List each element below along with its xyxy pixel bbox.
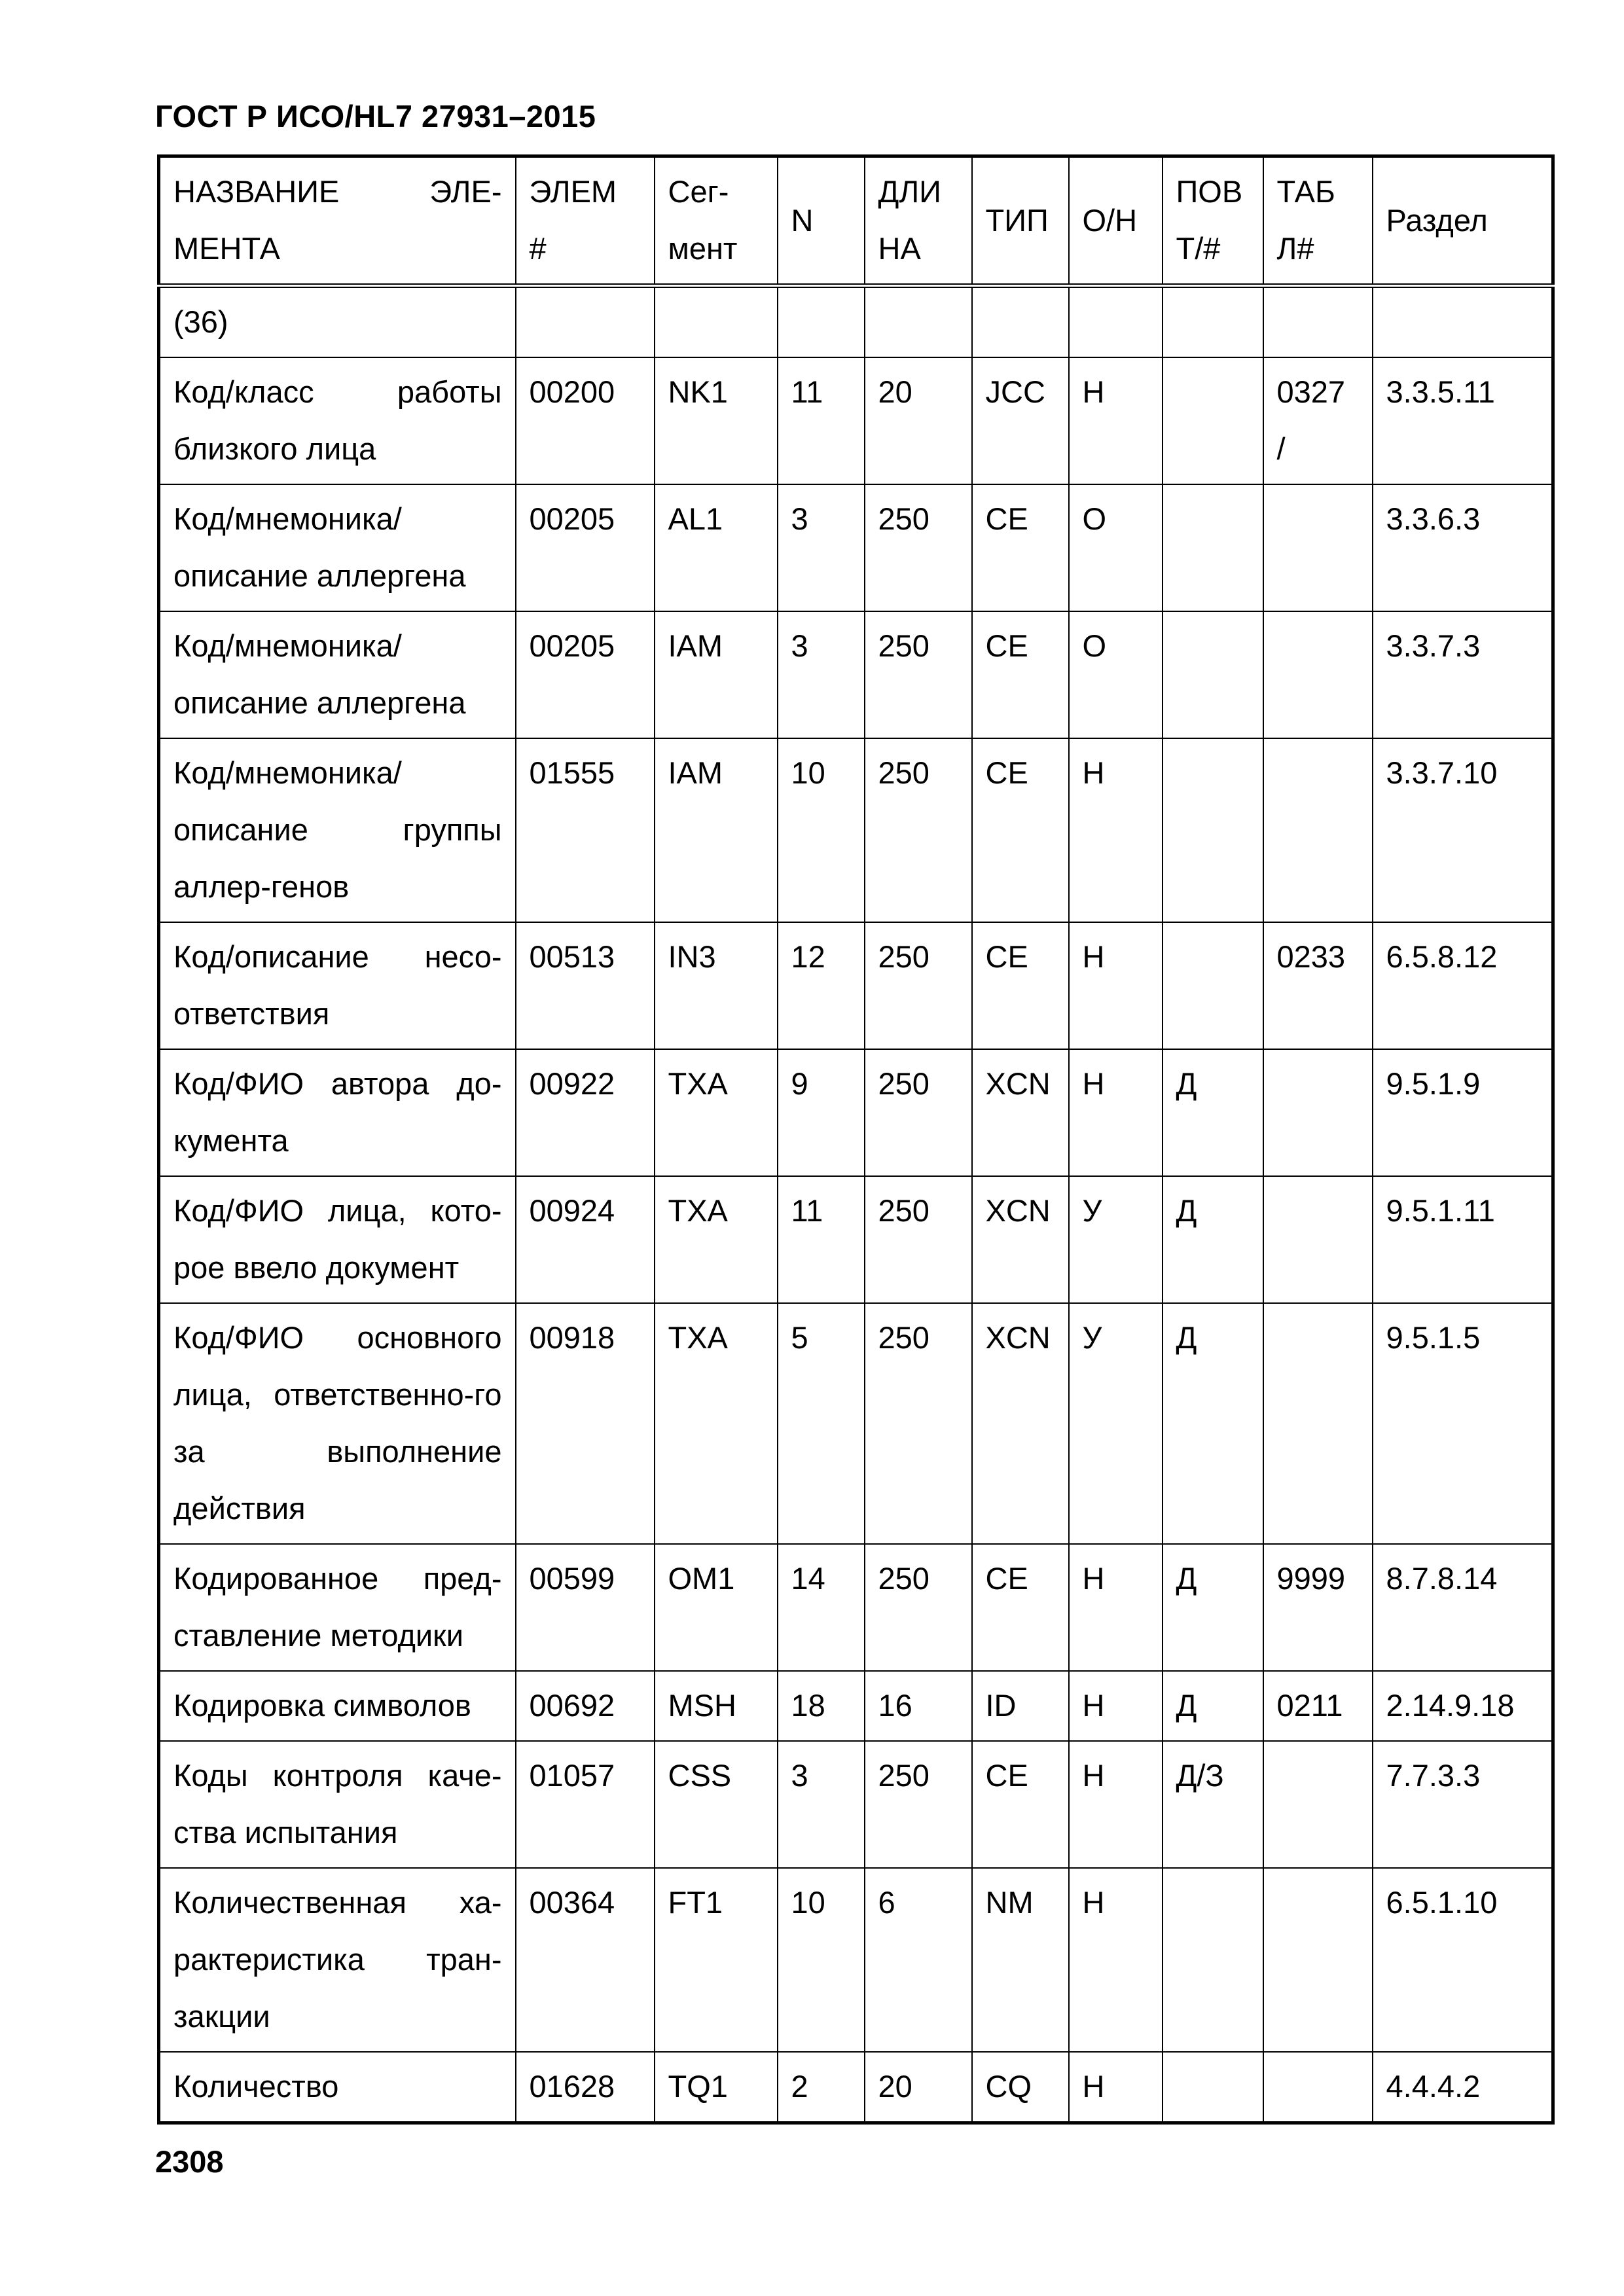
cell-optionality: У <box>1069 1303 1163 1544</box>
cell-type: CE <box>972 738 1069 922</box>
table-row <box>159 357 1553 484</box>
cell-repeat: Д/З <box>1163 1741 1263 1868</box>
cell-element-number: 01555 <box>516 738 655 922</box>
cell-section: 9.5.1.11 <box>1373 1176 1553 1303</box>
cell-repeat <box>1163 484 1263 611</box>
cell-name: Код/ФИО основного лица, ответственно-го за выполнение действия <box>159 1303 516 1544</box>
cell-length: 250 <box>865 484 972 611</box>
cell-repeat: Д <box>1163 1303 1263 1544</box>
cell-segment <box>655 286 778 358</box>
cell-table-number: 9999 <box>1263 1544 1373 1671</box>
cell-name: Количественная ха-рактеристика тран-закции <box>159 1868 516 2052</box>
cell-n: 2 <box>778 2052 865 2123</box>
cell-optionality: О <box>1069 611 1163 738</box>
cell-table-number <box>1263 1741 1373 1868</box>
document-header: ГОСТ Р ИСО/HL7 27931–2015 <box>155 99 596 134</box>
cell-optionality: Н <box>1069 1049 1163 1176</box>
cell-section: 2.14.9.18 <box>1373 1671 1553 1741</box>
cell-optionality: Н <box>1069 1544 1163 1671</box>
table-row <box>159 738 1553 922</box>
cell-type: CE <box>972 1544 1069 1671</box>
header-row <box>159 156 1553 286</box>
cell-table-number <box>1263 1049 1373 1176</box>
cell-optionality: Н <box>1069 1868 1163 2052</box>
cell-type: JCC <box>972 357 1069 484</box>
table-row <box>159 1671 1553 1741</box>
cell-optionality: Н <box>1069 738 1163 922</box>
cell-section: 8.7.8.14 <box>1373 1544 1553 1671</box>
cell-table-number <box>1263 1868 1373 2052</box>
element-index-table <box>157 154 1555 2125</box>
column-header-n: N <box>778 156 865 286</box>
cell-name: Код/класс работы близкого лица <box>159 357 516 484</box>
cell-section: 3.3.7.10 <box>1373 738 1553 922</box>
table-row <box>159 286 1553 358</box>
cell-type: XCN <box>972 1303 1069 1544</box>
cell-name: Кодировка символов <box>159 1671 516 1741</box>
table-row <box>159 2052 1553 2123</box>
cell-repeat <box>1163 286 1263 358</box>
table-row <box>159 1544 1553 1671</box>
cell-table-number: 0211 <box>1263 1671 1373 1741</box>
cell-n: 3 <box>778 484 865 611</box>
cell-element-number: 00599 <box>516 1544 655 1671</box>
cell-segment: MSH <box>655 1671 778 1741</box>
cell-name: (36) <box>159 286 516 358</box>
cell-n: 10 <box>778 1868 865 2052</box>
cell-length: 250 <box>865 1176 972 1303</box>
cell-n: 3 <box>778 611 865 738</box>
column-header-length: ДЛИ НА <box>865 156 972 286</box>
cell-length: 16 <box>865 1671 972 1741</box>
cell-segment: TQ1 <box>655 2052 778 2123</box>
cell-repeat: Д <box>1163 1671 1263 1741</box>
cell-optionality: Н <box>1069 922 1163 1049</box>
cell-repeat <box>1163 2052 1263 2123</box>
cell-repeat <box>1163 922 1263 1049</box>
cell-n: 5 <box>778 1303 865 1544</box>
cell-name: Количество <box>159 2052 516 2123</box>
cell-segment: OM1 <box>655 1544 778 1671</box>
cell-n: 9 <box>778 1049 865 1176</box>
column-header-repeat: ПОВ Т/# <box>1163 156 1263 286</box>
cell-table-number: 0233 <box>1263 922 1373 1049</box>
cell-type: NM <box>972 1868 1069 2052</box>
cell-section: 4.4.4.2 <box>1373 2052 1553 2123</box>
cell-name: Код/ФИО автора до-кумента <box>159 1049 516 1176</box>
cell-optionality: Н <box>1069 2052 1163 2123</box>
cell-optionality: Н <box>1069 357 1163 484</box>
cell-n: 10 <box>778 738 865 922</box>
table-row <box>159 611 1553 738</box>
cell-section: 6.5.1.10 <box>1373 1868 1553 2052</box>
cell-table-number <box>1263 1303 1373 1544</box>
cell-segment: AL1 <box>655 484 778 611</box>
cell-segment: IAM <box>655 738 778 922</box>
cell-segment: FT1 <box>655 1868 778 2052</box>
cell-element-number: 00205 <box>516 484 655 611</box>
cell-name: Код/описание несо-ответствия <box>159 922 516 1049</box>
cell-element-number <box>516 286 655 358</box>
cell-section: 3.3.7.3 <box>1373 611 1553 738</box>
cell-segment: TXA <box>655 1176 778 1303</box>
cell-element-number: 00364 <box>516 1868 655 2052</box>
cell-section: 3.3.5.11 <box>1373 357 1553 484</box>
cell-length: 250 <box>865 1049 972 1176</box>
cell-type: CE <box>972 1741 1069 1868</box>
cell-length: 6 <box>865 1868 972 2052</box>
cell-name: Код/ФИО лица, кото-рое ввело документ <box>159 1176 516 1303</box>
cell-repeat <box>1163 357 1263 484</box>
cell-section: 9.5.1.9 <box>1373 1049 1553 1176</box>
cell-length: 250 <box>865 922 972 1049</box>
cell-type: XCN <box>972 1049 1069 1176</box>
cell-length: 20 <box>865 2052 972 2123</box>
cell-section: 3.3.6.3 <box>1373 484 1553 611</box>
cell-table-number: 0327 / <box>1263 357 1373 484</box>
table-row <box>159 1176 1553 1303</box>
cell-name: Код/мнемоника/описание группы аллер-генов <box>159 738 516 922</box>
cell-optionality: О <box>1069 484 1163 611</box>
cell-element-number: 01057 <box>516 1741 655 1868</box>
cell-repeat <box>1163 738 1263 922</box>
cell-section: 6.5.8.12 <box>1373 922 1553 1049</box>
cell-segment: IAM <box>655 611 778 738</box>
column-header-optionality: О/Н <box>1069 156 1163 286</box>
column-header-table-number: ТАБ Л# <box>1263 156 1373 286</box>
column-header-element-number: ЭЛЕМ # <box>516 156 655 286</box>
cell-type: CE <box>972 611 1069 738</box>
cell-n: 3 <box>778 1741 865 1868</box>
cell-length: 250 <box>865 1741 972 1868</box>
cell-n: 14 <box>778 1544 865 1671</box>
cell-type <box>972 286 1069 358</box>
table-row <box>159 1868 1553 2052</box>
cell-type: CE <box>972 484 1069 611</box>
table-row <box>159 484 1553 611</box>
cell-type: CQ <box>972 2052 1069 2123</box>
cell-name: Коды контроля каче-ства испытания <box>159 1741 516 1868</box>
cell-length: 250 <box>865 611 972 738</box>
cell-n <box>778 286 865 358</box>
cell-table-number <box>1263 1176 1373 1303</box>
cell-length: 250 <box>865 1303 972 1544</box>
column-header-type: ТИП <box>972 156 1069 286</box>
cell-table-number <box>1263 286 1373 358</box>
cell-repeat: Д <box>1163 1544 1263 1671</box>
cell-repeat <box>1163 1868 1263 2052</box>
cell-type: ID <box>972 1671 1069 1741</box>
column-header-segment: Сег-мент <box>655 156 778 286</box>
cell-repeat: Д <box>1163 1176 1263 1303</box>
cell-element-number: 00924 <box>516 1176 655 1303</box>
cell-section: 7.7.3.3 <box>1373 1741 1553 1868</box>
cell-type: XCN <box>972 1176 1069 1303</box>
cell-repeat <box>1163 611 1263 738</box>
cell-n: 18 <box>778 1671 865 1741</box>
cell-segment: CSS <box>655 1741 778 1868</box>
cell-length: 250 <box>865 1544 972 1671</box>
cell-element-number: 00200 <box>516 357 655 484</box>
cell-segment: IN3 <box>655 922 778 1049</box>
cell-optionality: Н <box>1069 1741 1163 1868</box>
cell-name: Код/мнемоника/описание аллергена <box>159 611 516 738</box>
cell-n: 11 <box>778 1176 865 1303</box>
cell-optionality <box>1069 286 1163 358</box>
table-row <box>159 1741 1553 1868</box>
cell-name: Код/мнемоника/описание аллергена <box>159 484 516 611</box>
cell-name: Кодированное пред-ставление методики <box>159 1544 516 1671</box>
cell-element-number: 00692 <box>516 1671 655 1741</box>
page-number: 2308 <box>155 2144 224 2179</box>
cell-segment: TXA <box>655 1303 778 1544</box>
cell-length: 250 <box>865 738 972 922</box>
table-row <box>159 1303 1553 1544</box>
cell-element-number: 00918 <box>516 1303 655 1544</box>
cell-table-number <box>1263 484 1373 611</box>
column-header-section: Раздел <box>1373 156 1553 286</box>
cell-repeat: Д <box>1163 1049 1263 1176</box>
cell-element-number: 00922 <box>516 1049 655 1176</box>
cell-type: CE <box>972 922 1069 1049</box>
cell-element-number: 01628 <box>516 2052 655 2123</box>
cell-n: 11 <box>778 357 865 484</box>
cell-table-number <box>1263 611 1373 738</box>
cell-table-number <box>1263 2052 1373 2123</box>
cell-segment: NK1 <box>655 357 778 484</box>
cell-section: 9.5.1.5 <box>1373 1303 1553 1544</box>
cell-element-number: 00513 <box>516 922 655 1049</box>
cell-optionality: Н <box>1069 1671 1163 1741</box>
cell-n: 12 <box>778 922 865 1049</box>
cell-length: 20 <box>865 357 972 484</box>
column-header-name: НАЗВАНИЕ ЭЛЕ-МЕНТА <box>159 156 516 286</box>
cell-optionality: У <box>1069 1176 1163 1303</box>
table-row <box>159 1049 1553 1176</box>
table-body <box>159 286 1553 2123</box>
cell-element-number: 00205 <box>516 611 655 738</box>
cell-section <box>1373 286 1553 358</box>
cell-length <box>865 286 972 358</box>
table-row <box>159 922 1553 1049</box>
cell-table-number <box>1263 738 1373 922</box>
cell-segment: TXA <box>655 1049 778 1176</box>
